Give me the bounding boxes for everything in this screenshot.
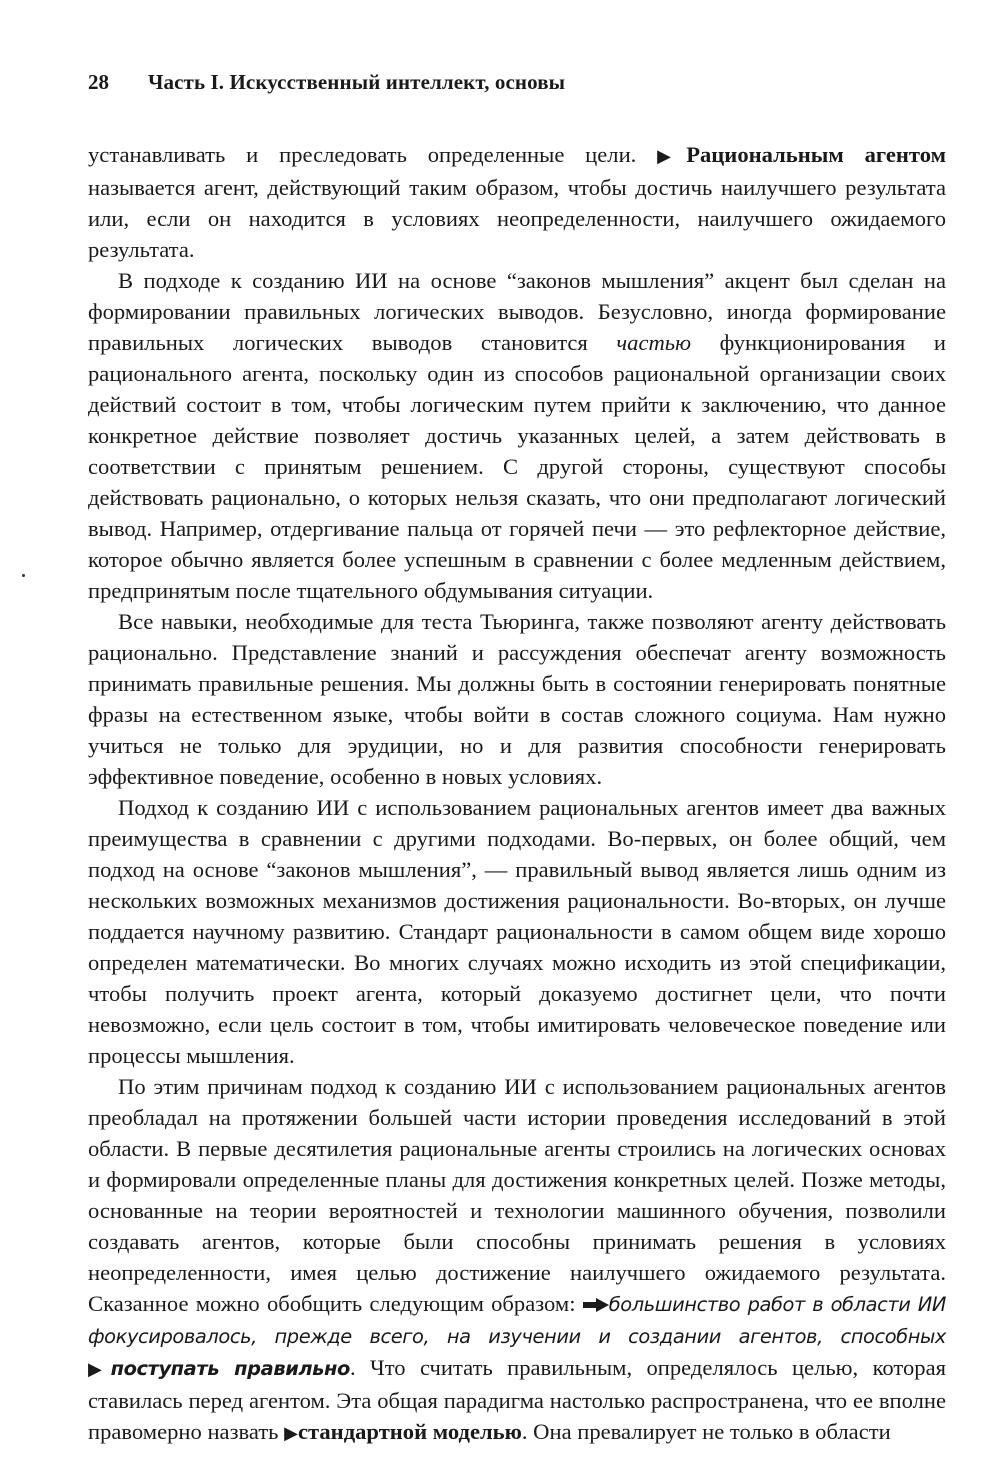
triangle-marker-icon: ▶ [657,146,687,167]
arrow-right-icon [583,1298,609,1312]
page-number: 28 [88,70,109,94]
paragraph-4: Подход к созданию ИИ с использованием рациональных агентов имеет два важных преимущества в сравнении с другими подходами. Во-первых, он более общий, чем подход на основе “законов мышления”, — правильный вывод является лишь одним из нескольких возможных механизмов достижения рациональности. Во-вторых, он лучше поддается научному развитию. Стандарт рациональности в самом общем виде хорошо определен математически. Во многих случаях можно исходить из этой спецификации, чтобы получить проект агента, который доказуемо достигнет цели, что почти невозможно, если цель состоит в том, чтобы имитировать человеческое поведение или процессы мышления. [88,795,946,1068]
paragraph-3: Все навыки, необходимые для теста Тьюринга, также позволяют агенту действовать рационально. Представление знаний и рассуждения обеспечат агенту возможность принимать правильные решения. Мы должны быть в состоянии генерировать понятные фразы на естественном языке, чтобы войти в состав сложного социума. Нам нужно учиться не только для эрудиции, но и для развития способности генерировать эффективное поведение, особенно в новых условиях. [88,609,946,789]
emphasis-part: частью [616,330,692,355]
term-act-right: поступать правильно [110,1357,350,1380]
margin-dot [22,574,25,577]
paragraph-1: устанавливать и преследовать определенные цели. ▶Рациональным агентом называется агент, действующий таким образом, чтобы достичь наилучшего результата или, если он находится в условиях неопределенности, наилучшего ожидаемого результата. [88,142,946,262]
paragraph-5: По этим причинам подход к созданию ИИ с использованием рациональных агентов преобладал на протяжении большей части истории проведения исследований в этой области. В первые десятилетия рациональные агенты строились на логических основах и формировали определенные планы для достижения конкретных целей. Позже методы, основанные на теории вероятностей и технологии машинного обучения, позволили создавать агентов, которые были способны принимать решения в условиях неопределенности, имея целью достижение наилучшего ожидаемого результата. Сказанное можно обобщить следующим образом: большинство работ в области ИИ фокусировалось, прежде всего, на изучении и создании агентов, способных ▶поступать правильно. Что считать правильным, определялось целью, которая ставилась перед агентом. Эта общая парадигма настолько распространена, что ее вполне правомерно назвать ▶стандартной моделью. Она превалирует не только в области [88,1074,946,1444]
triangle-marker-icon: ▶ [88,1359,111,1380]
term-standard-model: стандартной моделью [297,1419,522,1444]
term-rational-agent: Рациональным агентом [686,142,946,167]
key-idea: большинство работ в области ИИ фокусировалось, прежде всего, на изучении и создании агентов, способных [88,1293,946,1348]
page-header [88,70,940,95]
triangle-marker-icon: ▶ [284,1423,298,1444]
body-text [88,139,946,1449]
paragraph-2: В подходе к созданию ИИ на основе “законов мышления” акцент был сделан на формировании правильных логических выводов. Безусловно, иногда формирование правильных логических выводов становится частью функционирования и рационального агента, поскольку один из способов рациональной организации своих действий состоит в том, чтобы логическим путем прийти к заключению, что данное конкретное действие позволяет достичь указанных целей, а затем действовать в соответствии с принятым решением. С другой стороны, существуют способы действовать рационально, о которых нельзя сказать, что они предполагают логический вывод. Например, отдергивание пальца от горячей печи — это рефлекторное действие, которое обычно является более успешным в сравнении с более медленным действием, предпринятым после тщательного обдумывания ситуации. [88,268,946,603]
running-title: Часть I. Искусственный интеллект, основы [148,70,566,94]
